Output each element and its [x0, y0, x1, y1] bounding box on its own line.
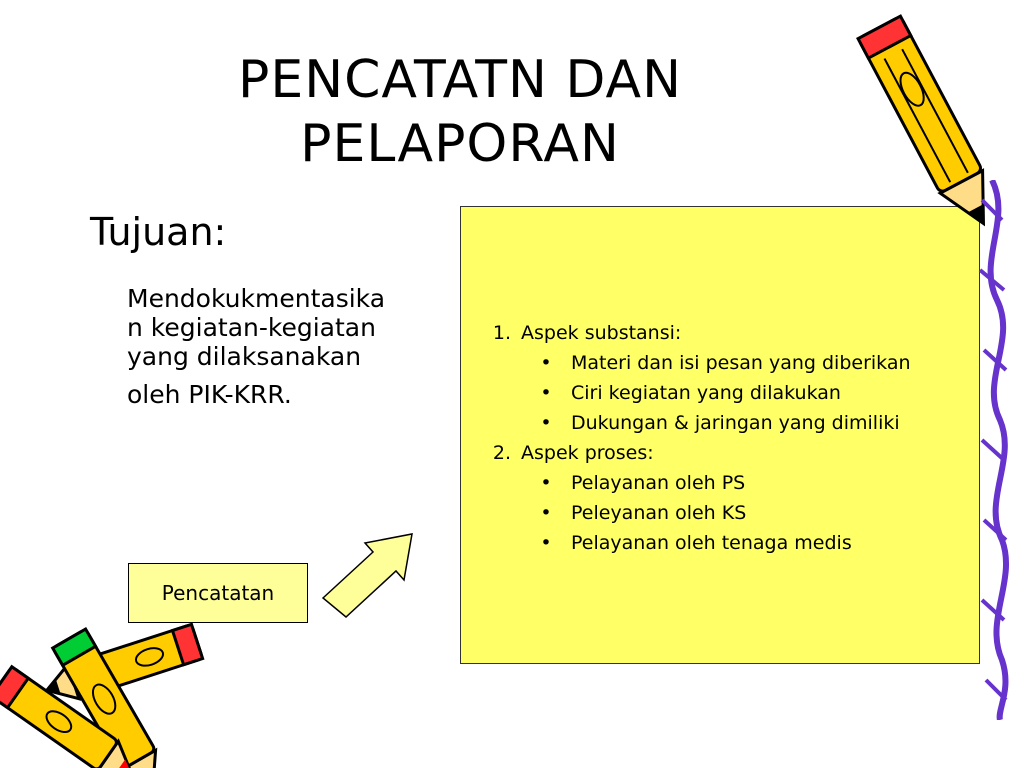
pencil-icon [0, 620, 210, 768]
title-line-2: PELAPORAN [300, 114, 620, 174]
subheading: Tujuan: [90, 210, 227, 254]
list-item-text: Pelayanan oleh PS [571, 472, 746, 494]
list-item [471, 468, 979, 498]
list-item-text: Ciri kegiatan yang dilakukan [571, 382, 841, 404]
list-item [471, 348, 979, 378]
aspects-box [460, 206, 980, 664]
aspect-label: Aspek proses: [521, 442, 654, 464]
list-item [471, 528, 979, 558]
pencatatan-label-box: Pencatatan [128, 563, 308, 623]
list-item-text: Dukungan & jaringan yang dimiliki [571, 412, 900, 434]
list-item [471, 498, 979, 528]
slide-title [150, 48, 770, 176]
bullet-icon: • [540, 502, 552, 524]
list-item-text: Peleyanan oleh KS [571, 502, 747, 524]
arrow-icon [318, 530, 418, 620]
aspect-number: 1. [492, 322, 511, 344]
decorative-border-icon [972, 180, 1022, 720]
body-text [127, 284, 392, 409]
title-line-1: PENCATATN DAN [237, 50, 682, 110]
bullet-icon: • [540, 532, 552, 554]
aspect-item [471, 318, 979, 438]
aspect-item [471, 438, 979, 558]
bullet-icon: • [540, 472, 552, 494]
bullet-icon: • [540, 412, 552, 434]
aspects-list [471, 318, 979, 558]
bullet-icon: • [540, 352, 552, 374]
list-item-text: Pelayanan oleh tenaga medis [571, 532, 852, 554]
body-line-2: oleh PIK-KRR. [127, 380, 292, 409]
list-item [471, 378, 979, 408]
list-item-text: Materi dan isi pesan yang diberikan [571, 352, 911, 374]
list-item [471, 408, 979, 438]
body-line-1: Mendokukmentasikan kegiatan-kegiatan yang dilaksanakan [127, 284, 386, 371]
aspect-number: 2. [492, 442, 511, 464]
bullet-icon: • [540, 382, 552, 404]
aspect-label: Aspek substansi: [521, 322, 682, 344]
